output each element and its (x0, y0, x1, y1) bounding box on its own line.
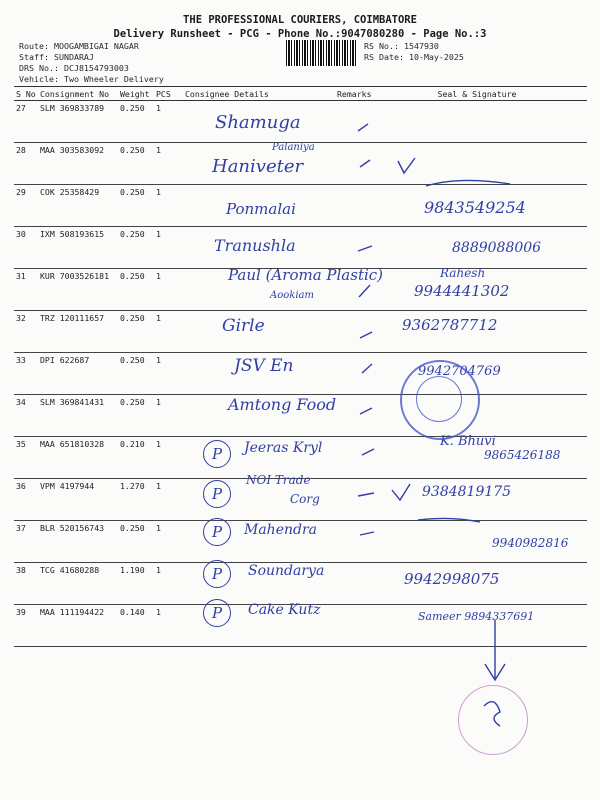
cell-consignment: MAA 303583092 (38, 143, 118, 185)
cell-pcs: 1 (154, 563, 183, 605)
cell-pcs: 1 (154, 311, 183, 353)
cell-weight: 0.250 (118, 269, 154, 311)
hw-consignee-32: Girle (222, 316, 265, 336)
col-remarks: Remarks (337, 88, 372, 99)
p-stamp-37: P (203, 518, 231, 546)
cell-sno: 30 (14, 227, 38, 269)
cell-weight: 0.250 (118, 521, 154, 563)
cell-weight: 0.140 (118, 605, 154, 647)
p-stamp-36: P (203, 480, 231, 508)
cell-pcs: 1 (154, 479, 183, 521)
cell-weight: 0.250 (118, 353, 154, 395)
cell-pcs: 1 (154, 101, 183, 143)
hw-consignee-33: JSV En (234, 356, 294, 376)
cell-sno: 39 (14, 605, 38, 647)
hw-consignee-36a: NOI Trade (246, 473, 311, 487)
cell-weight: 0.250 (118, 227, 154, 269)
hw-sign-38: 9942998075 (404, 570, 500, 588)
cell-weight: 0.210 (118, 437, 154, 479)
hw-sign-31b: 9944441302 (414, 282, 510, 300)
cell-consignment: SLM 369833789 (38, 101, 118, 143)
cell-consignment: KUR 7003526181 (38, 269, 118, 311)
runsheet-subtitle: Delivery Runsheet - PCG - Phone No.:9047080280 - Page No.:3 (113, 28, 487, 40)
cell-sno: 32 (14, 311, 38, 353)
hw-consignee-28b: Haniveter (212, 156, 304, 177)
cell-pcs: 1 (154, 395, 183, 437)
col-seal: Seal & Signature (367, 87, 587, 101)
cell-consignment: TRZ 120111657 (38, 311, 118, 353)
hw-sign-31a: Rahesh (440, 266, 486, 280)
company-seal (400, 360, 480, 440)
cell-pcs: 1 (154, 437, 183, 479)
cell-pcs: 1 (154, 353, 183, 395)
cell-sno: 33 (14, 353, 38, 395)
hw-sign-29: 9843549254 (424, 198, 526, 217)
hw-consignee-38: Soundarya (248, 563, 325, 579)
cell-consignment: IXM 508193615 (38, 227, 118, 269)
cell-sno: 35 (14, 437, 38, 479)
cell-sno: 36 (14, 479, 38, 521)
hw-consignee-28a: Palaniya (272, 142, 315, 153)
hw-sign-32: 9362787712 (402, 316, 498, 334)
hw-sign-35b: 9865426188 (484, 448, 561, 462)
p-stamp-35: P (203, 440, 231, 468)
hw-consignee-36b: Corg (290, 492, 320, 506)
company-title: THE PROFESSIONAL COURIERS, COIMBATORE (183, 14, 417, 26)
vehicle-label: Vehicle: Two Wheeler Delivery (19, 74, 164, 84)
cell-sno: 37 (14, 521, 38, 563)
hw-consignee-35: Jeeras Kryl (244, 440, 323, 456)
cell-weight: 1.190 (118, 563, 154, 605)
staff-label: Staff: SUNDARAJ (19, 52, 94, 62)
hw-sign-36: 9384819175 (422, 484, 512, 500)
cell-pcs: 1 (154, 227, 183, 269)
cell-pcs: 1 (154, 143, 183, 185)
cell-weight: 0.250 (118, 311, 154, 353)
cell-consignment: COK 25358429 (38, 185, 118, 227)
drs-number: DRS No.: DCJ8154793003 (19, 63, 129, 73)
col-weight: Weight (118, 87, 154, 101)
hw-sign-37: 9940982816 (492, 536, 569, 550)
col-consignee: Consignee Details (183, 87, 335, 101)
cell-sno: 27 (14, 101, 38, 143)
hw-sign-39: Sameer 9894337691 (418, 610, 535, 623)
hw-consignee-31b: Aookiam (270, 290, 314, 301)
hw-consignee-34: Amtong Food (228, 395, 337, 414)
cell-consignment: TCG 41680288 (38, 563, 118, 605)
cell-weight: 0.250 (118, 143, 154, 185)
cell-consignment: VPM 4197944 (38, 479, 118, 521)
rs-date: RS Date: 10-May-2025 (364, 52, 464, 62)
hw-consignee-27: Shamuga (215, 112, 301, 133)
cell-weight: 0.250 (118, 395, 154, 437)
hw-consignee-30: Tranushla (214, 236, 296, 255)
hw-sign-33: 9942704769 (418, 364, 501, 379)
hw-sign-35a: K. Bhuvi (440, 434, 496, 449)
pink-circle-mark (458, 685, 528, 755)
hw-consignee-37: Mahendra (244, 522, 318, 538)
cell-weight: 1.270 (118, 479, 154, 521)
cell-pcs: 1 (154, 269, 183, 311)
cell-sno: 29 (14, 185, 38, 227)
hw-consignee-31a: Paul (Aroma Plastic) (228, 266, 384, 284)
cell-weight: 0.250 (118, 185, 154, 227)
hw-consignee-29: Ponmalai (226, 200, 296, 218)
p-stamp-39: P (203, 599, 231, 627)
col-pcs: PCS (154, 87, 183, 101)
hw-sign-30: 8889088006 (452, 240, 542, 256)
col-consignment: Consignment No (38, 87, 118, 101)
cell-pcs: 1 (154, 185, 183, 227)
rs-number: RS No.: 1547930 (364, 41, 439, 51)
cell-sno: 38 (14, 563, 38, 605)
col-sno: S No (14, 87, 38, 101)
cell-sno: 34 (14, 395, 38, 437)
cell-consignment: SLM 369841431 (38, 395, 118, 437)
p-stamp-38: P (203, 560, 231, 588)
cell-sno: 31 (14, 269, 38, 311)
cell-consignment: DPI 622687 (38, 353, 118, 395)
cell-pcs: 1 (154, 605, 183, 647)
cell-consignment: MAA 651810328 (38, 437, 118, 479)
cell-consignment: BLR 520156743 (38, 521, 118, 563)
route-label: Route: MOOGAMBIGAI NAGAR (19, 41, 139, 51)
cell-sno: 28 (14, 143, 38, 185)
hw-consignee-39: Cake Kutz (248, 602, 321, 618)
cell-weight: 0.250 (118, 101, 154, 143)
cell-pcs: 1 (154, 521, 183, 563)
cell-consignment: MAA 111194422 (38, 605, 118, 647)
